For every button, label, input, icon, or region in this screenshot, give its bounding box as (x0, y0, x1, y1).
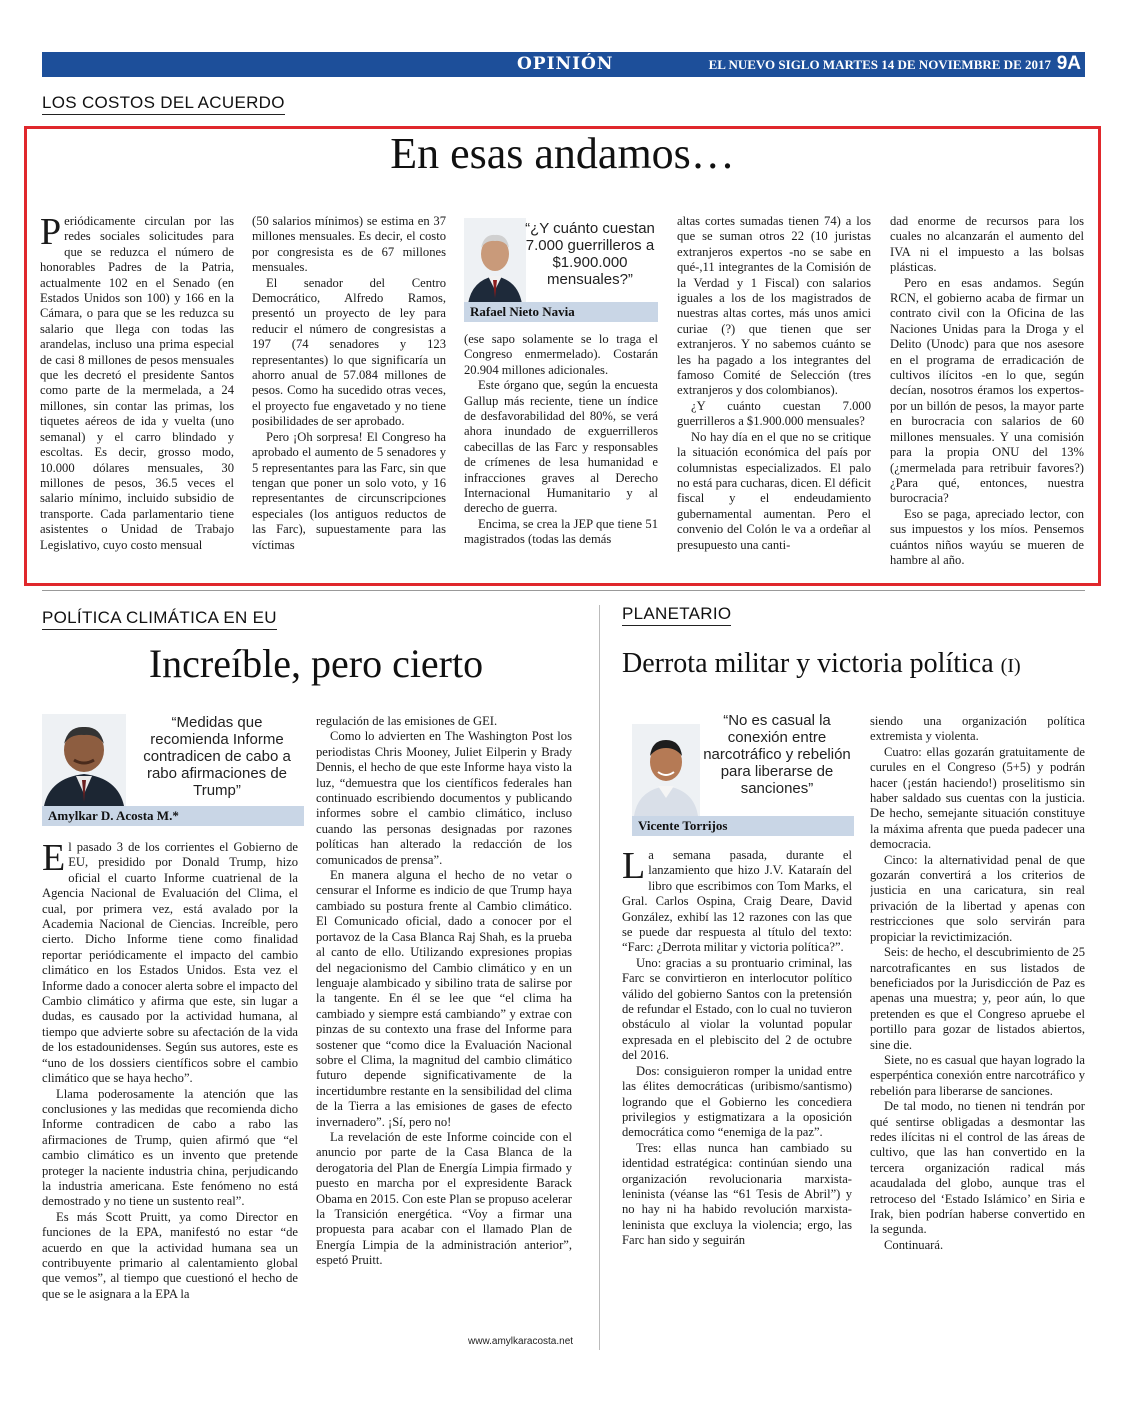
paragraph: dad enorme de recursos para los cuales no alcanzarán el aumento del IVA ni el impuesto a las bolsas plásticas. (890, 214, 1084, 275)
section-label: OPINIÓN (517, 54, 614, 74)
article3-title (622, 648, 1092, 680)
paragraph: Cuatro: ellas gozarán gratuitamente de curules en el Congreso (5+5) y podrán hacer (¡están haciendo!) proselitismo sin haber saldado sus cuentas con la justicia. De hecho, semejante situación constituye la máxima afrenta que pueda padecer una democracia. (870, 744, 1085, 852)
author-photo (464, 218, 526, 304)
article2-kicker: POLÍTICA CLIMÁTICA EN EU (42, 608, 277, 630)
paragraph: Este órgano que, según la encuesta Gallup más reciente, tiene un índice de desfavorabilidad del 80%, se verá ahora inundado de exguerrilleros cabecillas de las Farc y responsables de crímenes de lesa humanidad e infracciones graves al Derecho Internacional Humanitario y al derecho de guerra. (464, 378, 658, 516)
paragraph: No hay día en el que no se critique la situación económica del país por columnistas especializados. El palo no está para cucharas, dicen. El déficit fiscal y el endeudamiento gubernamental aumentan. Pero el convenio del Colón le va a ordeñar al presupuesto una canti- (677, 429, 871, 552)
dropcap: E (42, 840, 66, 879)
author-photo (632, 724, 700, 816)
author-name: Rafael Nieto Navia (464, 302, 658, 322)
paragraph: ¿Y cuánto cuestan 7.000 guerrilleros a $1.900.000 mensuales? (677, 398, 871, 429)
paragraph: Llama poderosamente la atención que las conclusiones y las medidas que recomienda dicho Informe contradicen de cabo a rabo las afirmaciones de Trump, quien afirmó que “el cambio climático es un invento que pretende proteger la naciente industria china, perjudicando la industria americana. Este fenómeno no está demostrado y no tiene un sustento real”. (42, 1086, 298, 1209)
article3-column-2 (870, 714, 1085, 1350)
article2-column-1 (42, 840, 298, 1350)
paragraph: Como lo advierten en The Washington Post los periodistas Chris Mooney, Juliet Eilperin y Brady Dennis, el hecho de que este Informe haya visto la luz, “demuestra que los científicos federales han continuado escribiendo documentos y publicando informes sobre el cambio climático, incluso cuando las personas designadas por razones políticas han alterado la redacción de los comunicados de prensa”. (316, 729, 572, 867)
paragraph: Continuará. (884, 1237, 944, 1252)
paragraph: Dos: consiguieron romper la unidad entre las élites democráticas (uribismo/santismo) logrando que el Gobierno les concediera privilegios y estigmatizara a la oposición democrática como “enemiga de la paz”. (622, 1063, 852, 1140)
article1-column-5 (890, 214, 1084, 574)
author-quote: “¿Y cuánto cuestan 7.000 guerrilleros a $1.900.000 mensuales?” (525, 220, 655, 288)
article1-column-1 (40, 214, 234, 574)
page-number: 9A (1056, 53, 1081, 74)
paragraph: (50 salarios mínimos) se estima en 37 millones mensuales. Es decir, el costo por congresista es de 67 millones mensuales. (252, 214, 446, 275)
paragraph: regulación de las emisiones de GEI. (316, 714, 498, 728)
article2-column-2 (316, 714, 572, 1334)
author-quote: “No es casual la conexión entre narcotráfico y rebelión para liberarse de sanciones” (703, 712, 851, 797)
article1-column-4 (677, 214, 871, 574)
paragraph: Pero en esas andamos. Según RCN, el gobierno acaba de firmar un contrato civil con la Oficina de las Naciones Unidas para la Droga y el Delito (Unodc) para que nos asesore en el programa de erradicación de cultivos ilícitos -en lo que, según decían, nosotros éramos los expertos- por un billón de pesos, la mayor parte en burocracia con salarios de 60 millones mensuales. Y una comisión para la propia ONU del 13% (¿mermelada para retribuir favores?) ¿Para qué, entonces, nuestra burocracia? (890, 275, 1084, 506)
paragraph: eriódicamente circulan por las redes sociales solicitudes para que se reduzca el número de honorables Padres de la Patria, actualmente 102 en el Senado (en Estados Unidos son 100) y 166 en la Cámara, o para que se les reduzca su salario que llega con todas las arandelas, incluso una prima especial de casi 8 millones de pesos mensuales que les decretó el presidente Santos como parte de la mermelada, a 24 millones, sin contar las primas, los tiquetes aéreos de ida y vuelta (uno semanal) y el carro blindado y escoltas. Es decir, grosso modo, 10.000 dólares mensuales, 30 millones de pesos, 36.5 veces el salario mínimo, incluido subsidio de transporte. Cada parlamentario tiene asistentes o Unidad de Trabajo Legislativo, cuyo costo mensual (40, 214, 234, 552)
masthead-date: EL NUEVO SIGLO MARTES 14 DE NOVIEMBRE DE 2017 (708, 57, 1051, 72)
author-quote: “Medidas que recomienda Informe contradicen de cabo a rabo afirmaciones de Trump” (143, 714, 291, 799)
author-portrait-icon (632, 724, 700, 816)
paragraph: Encima, se crea la JEP que tiene 51 magistrados (todas las demás (464, 516, 658, 547)
paragraph: Eso se paga, apreciado lector, con sus impuestos y los míos. Pensemos cuántos niños wayúu se mueren de hambre al año. (890, 506, 1084, 567)
article3-title-text: Derrota militar y victoria política (622, 648, 994, 679)
paragraph: El senador del Centro Democrático, Alfredo Ramos, presentó un proyecto de ley para reducir el número de congresistas a 197 (74 senadores y 123 representantes) lo que significaría un ahorro anual de 57.084 millones de pesos. Como ha sucedido otras veces, el proyecto fue engavetado y no tiene posibilidades de ser aprobado. (252, 275, 446, 429)
author-box (42, 714, 304, 826)
author-portrait-icon (42, 714, 126, 806)
paragraph: altas cortes sumadas tienen 74) a los que se suman otros 22 (10 juristas extranjeros expertos -no se sabe en qué-,11 integrantes de la Comisión de la Verdad y 1 Fiscal) con salarios iguales a los de los magistrados de nuestras altas cortes, más unos amici curiae (?) que tienen que ser extranjeros. Y no sabemos cuánto se les ha pagado a los integrantes del famoso Comité de Selección (tres extranjeros y dos colombianos). (677, 214, 871, 398)
paragraph: Cinco: la alternatividad penal de que gozarán convertirá a los criterios de justicia en una caricatura, sin real privación de la libertad y apenas con restricciones que solo servirán para propiciar la revictimización. (870, 852, 1085, 944)
author-name: Vicente Torrijos (632, 816, 854, 836)
article3-kicker: PLANETARIO (622, 604, 731, 626)
author-box (464, 214, 658, 324)
paragraph: Uno: gracias a su prontuario criminal, las Farc se convirtieron en interlocutor político válido del gobierno Santos con la pretensión de refundar el Estado, con lo cual no tuvieron obstáculo al violar la voluntad popular expresada en el plebiscito del 2 de octubre del 2016. (622, 955, 852, 1063)
author-box (632, 712, 854, 836)
paragraph: Tres: ellas nunca han cambiado su identidad estratégica: continúan siendo una organización revolucionaria marxista-leninista (véanse las “61 Tesis de Abril”) y no hay ni ha habido revolución marxista-leninista que excluya la violencia; ergo, las Farc han sido y seguirán (622, 1140, 852, 1248)
paragraph: Es más Scott Pruitt, ya como Director en funciones de la EPA, manifestó no estar “de acuerdo en que la actividad humana sea un contribuyente primario al calentamiento global que vemos”, al tiempo que cuestionó el hecho de que se le asignara a la EPA la (42, 1209, 298, 1301)
dropcap: L (622, 848, 646, 887)
dropcap: P (40, 214, 62, 253)
paragraph: Seis: de hecho, el descubrimiento de 25 narcotraficantes en sus listados de beneficiados por la Jurisdicción de Paz es apenas una muestra; y, peor aún, lo que pretenden es que el Congreso apruebe el portillo para gozar de listados abiertos, sine die. (870, 945, 1085, 1052)
article1-title: En esas andamos… (390, 129, 735, 178)
article1-column-2 (252, 214, 446, 574)
paragraph: l pasado 3 de los corrientes el Gobierno de EU, presidido por Donald Trump, hizo oficial el cuarto Informe cuatrienal de la Agencia Nacional de Evaluación del Clima, el cual, por primera vez, está avalado por la Academia Nacional de Ciencias. Increíble, pero cierto. Dicho Informe tiene como finalidad reportar periódicamente el impacto del cambio climático en los Estados Unidos. Esta vez el Informe dado a conocer alerta sobre el impacto del Cambio climático y afirma que este, sin lugar a dudas, es causado por la actividad humana, al tiempo que advierte sobre su afectación de la vida de los estadounidenses. Según sus autores, este es “uno de los dossiers científicos sobre el cambio climático que se haya hecho”. (42, 840, 298, 1086)
paragraph: siendo una organización política extremista y violenta. (870, 714, 1085, 744)
paragraph: En manera alguna el hecho de no vetar o censurar el Informe es indicio de que Trump haya cambiado su postura frente al Cambio climático. El Comunicado oficial, dado a conocer por el portavoz de la Casa Blanca Raj Shah, es la prueba al canto de ello. Utilizando expresiones propias del negacionismo del Cambio climático y en un lenguaje alambicado y sibilino trata de salirse por la tangente. En él se lee que “el clima ha cambiado y siempre está cambiando” y extrae con pinzas de su contexto una frase del Informe para sostener que “como dice la Evaluación Nacional sobre el Clima, la magnitud del cambio climático futuro depende significativamente de la incertidumbre restante en la sensibilidad del clima de la Tierra a las emisiones de gases de efecto invernadero”. ¡Sí, pero no! (316, 868, 572, 1129)
article2-title: Increíble, pero cierto (148, 641, 484, 686)
article3-column-1 (622, 848, 852, 1338)
paragraph: De tal modo, no tienen ni tendrán por qué sentirse obligadas a desmontar las redes ilícitas ni el control de las áreas de cultivo, que las han convertido en la tercera organización radical más acaudalada del globo, aunque tras el retroceso del ‘Estado Islámico’ en Siria e Irak, bien podrían haberse convertido en la segunda. (870, 1099, 1085, 1237)
paragraph: La revelación de este Informe coincide con el anuncio por parte de la Casa Blanca de la derogatoria del Plan de Energía Limpia firmado y puesto en marcha por el expresidente Barack Obama en 2015. Con este Plan se propuso acelerar la Transición energética. “Voy a firmar una propuesta para acabar con el llamado Plan de Energía Limpia de la administración anterior”, espetó Pruitt. (316, 1129, 572, 1268)
article3-title-suffix: (I) (1000, 655, 1021, 677)
column-divider (599, 605, 600, 1350)
author-portrait-icon (464, 218, 526, 304)
paragraph: Pero ¡Oh sorpresa! El Congreso ha aprobado el aumento de 5 senadores y 5 representantes para las Farc, sin que tengan que poner un solo voto, y 16 representantes de circunscripciones especiales (los antiguos reductos de las Farc), supuestamente para las víctimas (252, 429, 446, 552)
article1-column-3 (464, 332, 658, 574)
article1-kicker: LOS COSTOS DEL ACUERDO (42, 93, 285, 115)
author-name: Amylkar D. Acosta M.* (42, 806, 304, 826)
author-website: www.amylkaracosta.net (468, 1336, 574, 1347)
paragraph: a semana pasada, durante el lanzamiento que hizo J.V. Kataraín del libro que escribimos con Tom Marks, el Gral. Carlos Ospina, Craig Deare, David González, exhibí las 12 razones con las que se puede dar respuesta al título del texto: “Farc: ¿Derrota militar y victoria política?”. (622, 848, 852, 955)
section-divider (42, 590, 1085, 591)
paragraph: (ese sapo solamente se lo traga el Congreso enmermelado). Costarán 20.904 millones adicionales. (464, 332, 658, 377)
author-photo (42, 714, 126, 806)
paragraph: Siete, no es casual que hayan logrado la esperpéntica conexión entre narcotráfico y rebelión para liberarse de sanciones. (870, 1052, 1085, 1098)
page-header-bar (42, 52, 1085, 77)
